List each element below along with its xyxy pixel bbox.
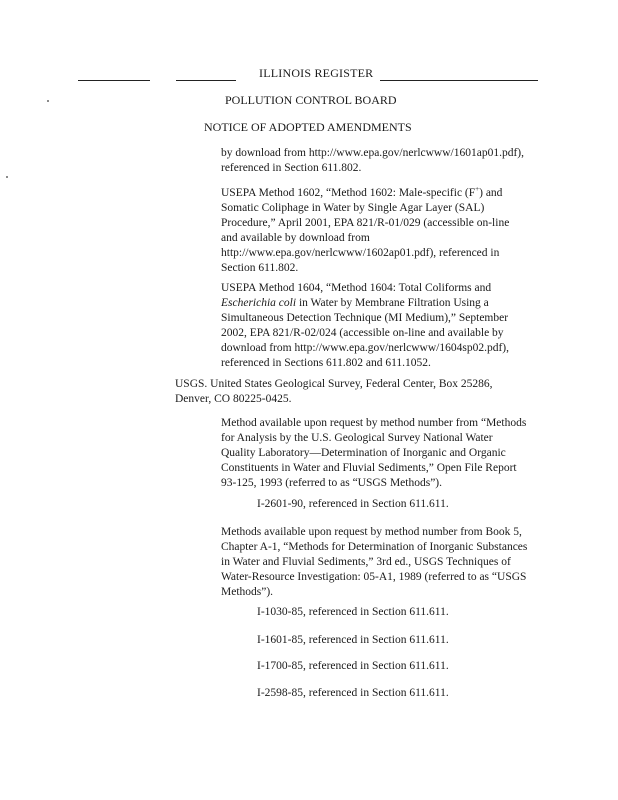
text-line: 93-125, 1993 (referred to as “USGS Methods”). [221,477,443,489]
text-line: referenced in Section 611.802. [221,162,362,174]
method-reference: I-2598-85, referenced in Section 611.611. [257,687,449,699]
text-line: Denver, CO 80225-0425. [175,393,292,405]
text-line: Methods available upon request by method number from Book 5, [221,526,522,538]
text-line: download from http://www.epa.gov/nerlcwww/1604sp02.pdf), [221,342,509,354]
italic-text: Escherichia coli [221,297,297,309]
text-line: Constituents in Water and Fluvial Sediments,” Open File Report [221,462,517,474]
text-line: http://www.epa.gov/nerlcwww/1602ap01.pdf), referenced in [221,247,500,259]
continuation-paragraph [221,146,524,176]
text-line: by download from http://www.epa.gov/nerlcwww/1601ap01.pdf), [221,147,524,159]
header-rule-left [78,80,150,81]
text-line: USGS. United States Geological Survey, Federal Center, Box 25286, [175,378,493,390]
text-line [221,296,509,311]
text-line: Somatic Coliphage in Water by Single Agar Layer (SAL) [221,202,485,214]
register-title: ILLINOIS REGISTER [259,66,374,80]
notice-title: NOTICE OF ADOPTED AMENDMENTS [204,120,412,134]
text-segment: ) and [479,187,503,199]
board-name: POLLUTION CONTROL BOARD [225,93,397,107]
text-line: Chapter A-1, “Methods for Determination of Inorganic Substances [221,541,528,553]
header-rule-right [380,80,538,81]
text-line: Method available upon request by method number from “Methods [221,417,527,429]
text-line: USEPA Method 1604, “Method 1604: Total Coliforms and [221,282,492,294]
usgs-methods-paragraph-1 [221,416,526,491]
text-line: Simultaneous Detection Technique (MI Medium),” September [221,312,509,324]
text-segment: USEPA Method 1602, “Method 1602: Male-specific (F [221,187,476,199]
method-reference: I-1601-85, referenced in Section 611.611. [257,634,449,646]
method-reference: I-1030-85, referenced in Section 611.611. [257,606,449,618]
usgs-methods-paragraph-2 [221,525,527,600]
method-reference: I-1700-85, referenced in Section 611.611. [257,660,449,672]
text-line: 2002, EPA 821/R-02/024 (accessible on-line and available by [221,327,504,339]
method-reference: I-2601-90, referenced in Section 611.611. [257,498,449,510]
text-line: Quality Laboratory—Determination of Inorganic and Organic [221,447,506,459]
text-line [221,186,509,201]
text-line: Water-Resource Investigation: 05-A1, 1989 (referred to as “USGS [221,571,527,583]
method-1604-paragraph [221,281,509,371]
usgs-entry [175,377,493,407]
text-line: Methods”). [221,586,274,598]
text-segment: in Water by Membrane Filtration Using a [296,297,489,309]
margin-speck [47,100,49,102]
superscript: + [475,185,480,194]
text-line: and available by download from [221,232,370,244]
text-line: Section 611.802. [221,262,299,274]
header-rule-mid [176,80,236,81]
text-line: referenced in Sections 611.802 and 611.1052. [221,357,431,369]
method-1602-paragraph [221,186,509,276]
margin-speck [6,176,8,178]
text-line: in Water and Fluvial Sediments,” 3rd ed., USGS Techniques of [221,556,511,568]
text-line: for Analysis by the U.S. Geological Survey National Water [221,432,493,444]
text-line: Procedure,” April 2001, EPA 821/R-01/029 (accessible on-line [221,217,510,229]
